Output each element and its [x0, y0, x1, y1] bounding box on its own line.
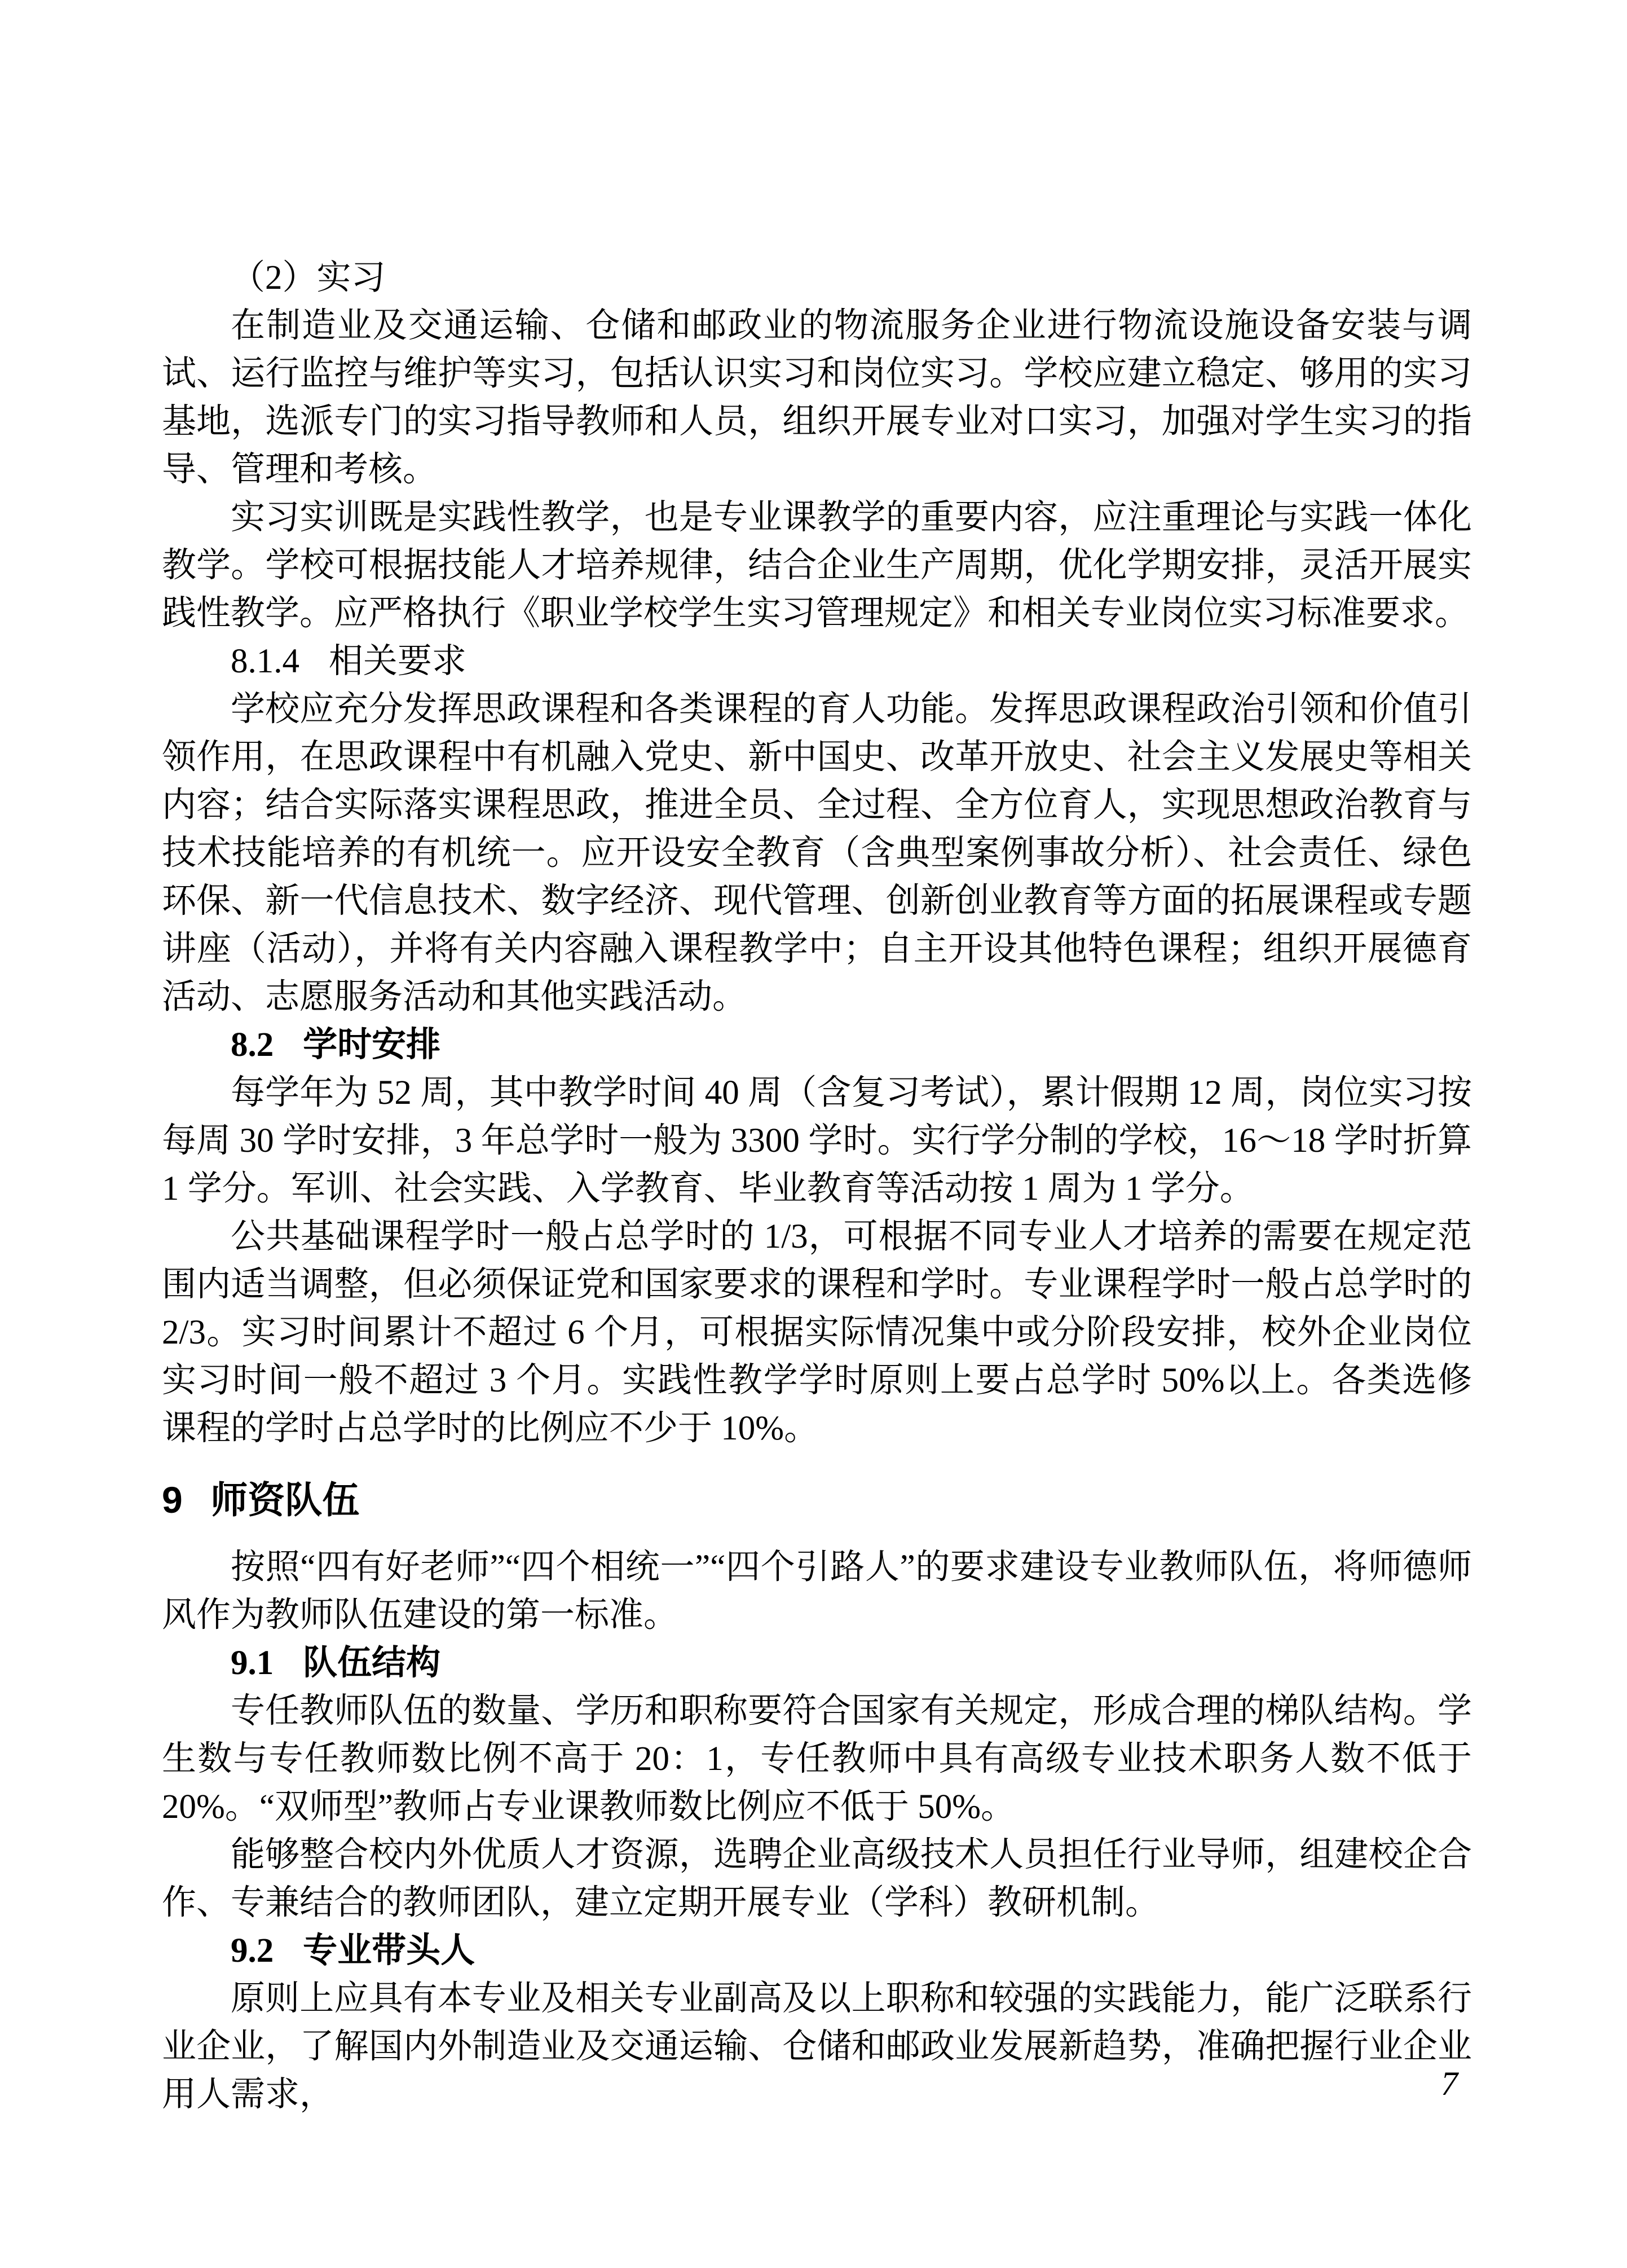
paragraph-hours-weeks: 每学年为 52 周，其中教学时间 40 周（含复习考试），累计假期 12 周，岗位实习按每周 30 学时安排，3 年总学时一般为 3300 学时。实行学分制的学校，16～18 学时折算 1 学分。军训、社会实践、入学教育、毕业教育等活动按 1 周为 1 学分。: [162, 1074, 1472, 1208]
heading-number: 9.2: [231, 1932, 274, 1970]
list-item-heading-internship: （2）实习: [231, 259, 386, 297]
document-body: [162, 254, 1472, 2119]
heading-8-2-class-hours: [162, 1021, 1472, 1069]
heading-label: 师资队伍: [210, 1479, 360, 1521]
page-number: 7: [1441, 2065, 1458, 2102]
paragraph-ideology-education: 学校应充分发挥思政课程和各类课程的育人功能。发挥思政课程政治引领和价值引领作用，在思政课程中有机融入党史、新中国史、改革开放史、社会主义发展史等相关内容；结合实际落实课程思政，推进全员、全过程、全方位育人，实现思想政治教育与技术技能培养的有机统一。应开设安全教育（含典型案例事故分析）、社会责任、绿色环保、新一代信息技术、数字经济、现代管理、创新创业教育等方面的拓展课程或专题讲座（活动），并将有关内容融入课程教学中；自主开设其他特色课程；组织开展德育活动、志愿服务活动和其他实践活动。: [162, 690, 1472, 1016]
heading-number: 9.1: [231, 1644, 274, 1682]
heading-9-1-team-structure: [162, 1639, 1472, 1687]
heading-label: 相关要求: [328, 642, 466, 680]
heading-9-2-program-leader: [162, 1927, 1472, 1975]
heading-number: 8.2: [231, 1026, 274, 1064]
paragraph-structure-ratio: 专任教师队伍的数量、学历和职称要符合国家有关规定，形成合理的梯队结构。学生数与专任教师数比例不高于 20：1，专任教师中具有高级专业技术职务人数不低于 20%。“双师型”教师占专业课教师数比例应不低于 50%。: [162, 1692, 1472, 1826]
paragraph-internship-teaching: 实习实训既是实践性教学，也是专业课教学的重要内容，应注重理论与实践一体化教学。学校可根据技能人才培养规律，结合企业生产周期，优化学期安排，灵活开展实践性教学。应严格执行《职业学校学生实习管理规定》和相关专业岗位实习标准要求。: [162, 499, 1472, 632]
heading-number: 9: [162, 1479, 183, 1521]
heading-label: 学时安排: [303, 1026, 441, 1064]
heading-label: 专业带头人: [303, 1932, 475, 1970]
paragraph-structure-resources: 能够整合校内外优质人才资源，选聘企业高级技术人员担任行业导师，组建校企合作、专兼结合的教师团队，建立定期开展专业（学科）教研机制。: [162, 1836, 1472, 1922]
paragraph-hours-proportion: 公共基础课程学时一般占总学时的 1/3，可根据不同专业人才培养的需要在规定范围内适当调整，但必须保证党和国家要求的课程和学时。专业课程学时一般占总学时的 2/3。实习时间累计不超过 6 个月，可根据实际情况集中或分阶段安排，校外企业岗位实习时间一般不超过 3 个月。实践性教学学时原则上要占总学时 50%以上。各类选修课程的学时占总学时的比例应不少于 10%。: [162, 1218, 1472, 1447]
paragraph-leader-requirements: 原则上应具有本专业及相关专业副高及以上职称和较强的实践能力，能广泛联系行业企业，了解国内外制造业及交通运输、仓储和邮政业发展新趋势，准确把握行业企业用人需求，: [162, 1980, 1472, 2113]
heading-8-1-4-related-requirements: [162, 637, 1472, 685]
paragraph-teachers-intro: 按照“四有好老师”“四个相统一”“四个引路人”的要求建设专业教师队伍，将师德师风作为教师队伍建设的第一标准。: [162, 1548, 1472, 1634]
heading-label: 队伍结构: [303, 1644, 441, 1682]
heading-9-teaching-staff: [162, 1476, 1472, 1524]
heading-number: 8.1.4: [231, 642, 299, 680]
paragraph-internship-detail: 在制造业及交通运输、仓储和邮政业的物流服务企业进行物流设施设备安装与调试、运行监控与维护等实习，包括认识实习和岗位实习。学校应建立稳定、够用的实习基地，选派专门的实习指导教师和人员，组织开展专业对口实习，加强对学生实习的指导、管理和考核。: [162, 307, 1472, 488]
